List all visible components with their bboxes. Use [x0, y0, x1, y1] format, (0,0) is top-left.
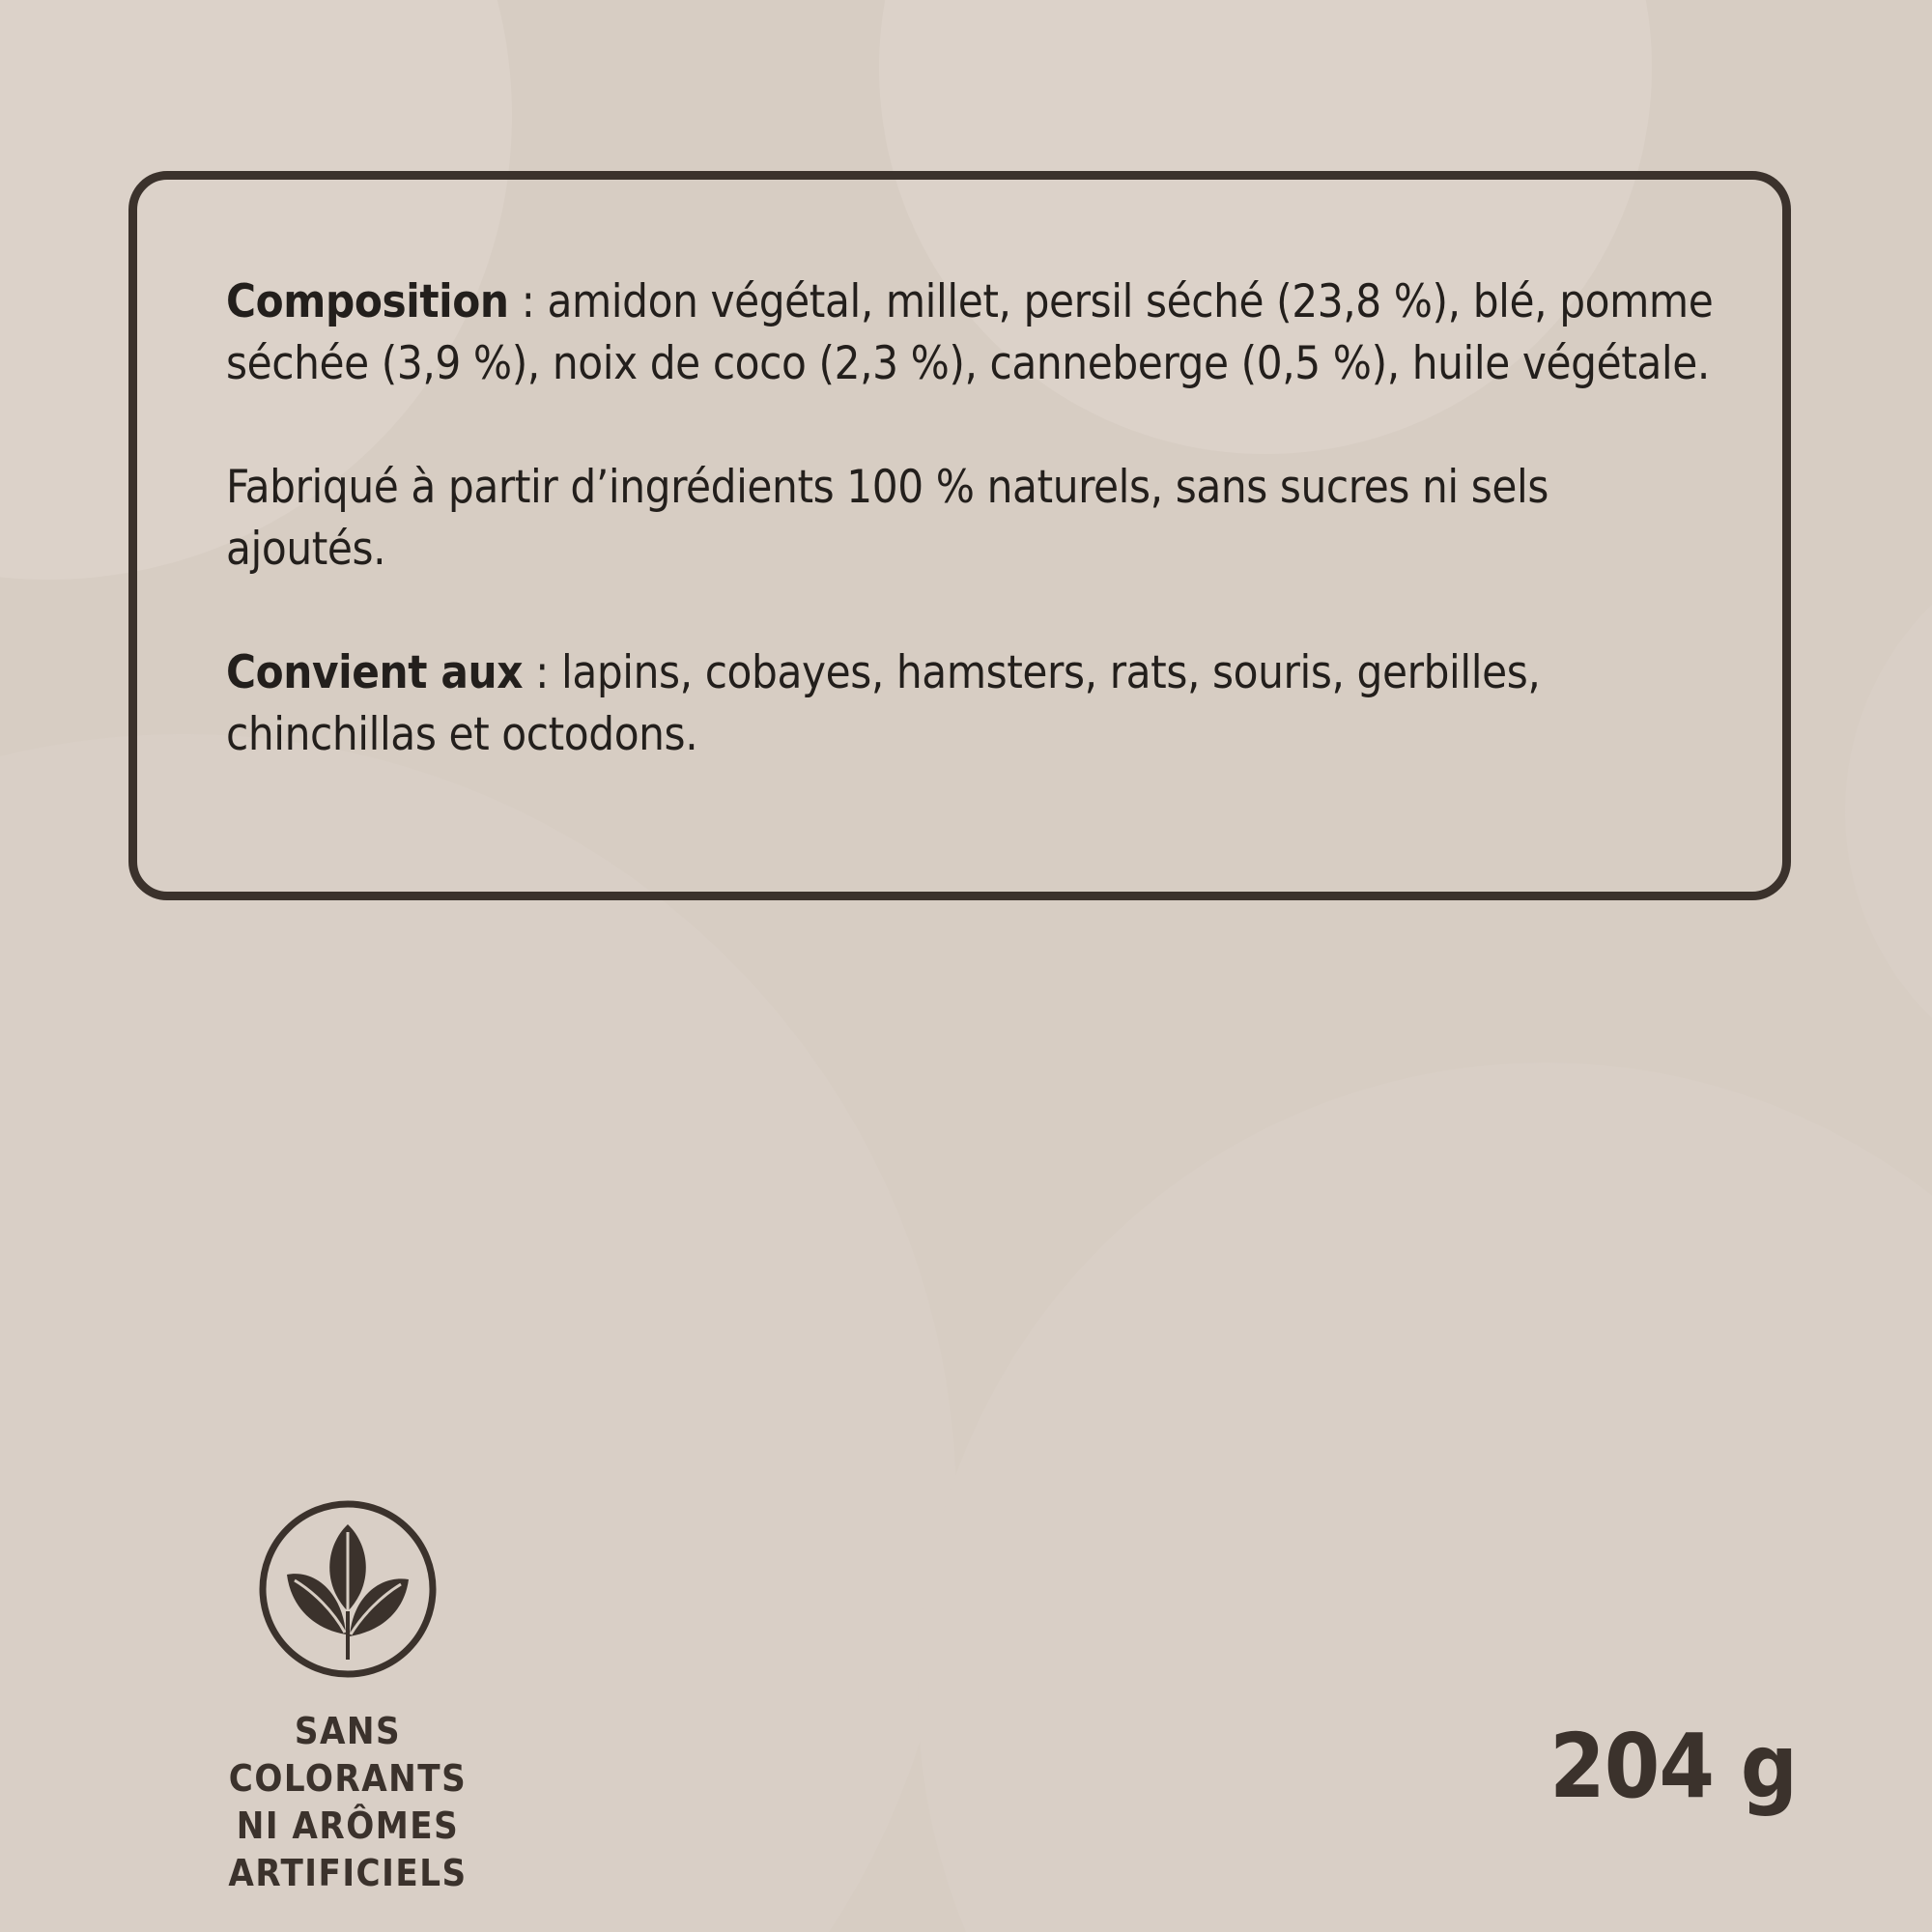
no-artificial-badge: [174, 1497, 522, 1897]
leaf-sprout-icon: [256, 1497, 440, 1681]
composition-label: Composition: [226, 275, 509, 328]
naturals-text: Fabriqué à partir d’ingrédients 100 % naturels, sans sucres ni sels ajoutés.: [226, 461, 1549, 576]
badge-line: ARTIFICIELS: [228, 1852, 468, 1894]
naturals-paragraph: [226, 457, 1715, 581]
badge-line: NI ARÔMES: [236, 1804, 460, 1847]
net-weight: 204 g: [1549, 1715, 1797, 1818]
background-circle: [1845, 522, 1932, 1101]
suitable-text: : lapins, cobayes, hamsters, rats, souris, gerbilles, chinchillas et octodons.: [226, 646, 1541, 761]
badge-text: [174, 1708, 522, 1897]
composition-text: : amidon végétal, millet, persil séché (23,8 %), blé, pomme séchée (3,9 %), noix de coco (2,3 %), canneberge (0,5 %), huile végétale.: [226, 275, 1714, 390]
ingredients-panel: [128, 171, 1791, 900]
suitable-paragraph: [226, 642, 1715, 766]
composition-paragraph: [226, 271, 1715, 395]
badge-line: SANS COLORANTS: [228, 1710, 468, 1800]
suitable-label: Convient aux: [226, 646, 524, 699]
